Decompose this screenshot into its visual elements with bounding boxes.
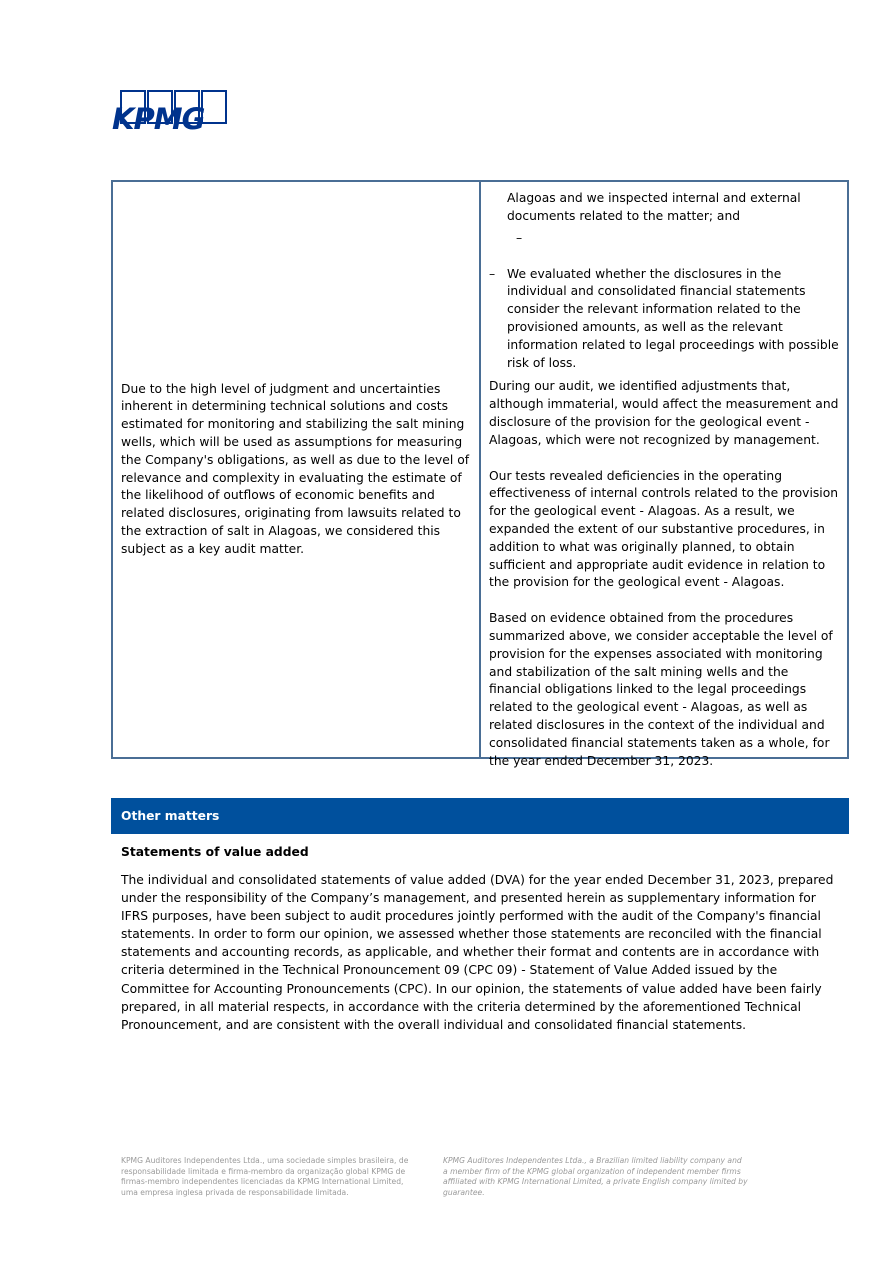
footer-portuguese: KPMG Auditores Independentes Ltda., uma sociedade simples brasileira, de responsabilidade limitada e firma-membro da organização global KPMG de firmas-membro independentes licenciadas da KPMG International Limited, uma empresa inglesa privada de responsabilidade limitada. [121, 1156, 409, 1197]
other-matters-heading: Other matters [111, 798, 849, 834]
bullet-text: We evaluated whether the disclosures in the individual and consolidated financial statements consider the relevant information related to the provisioned amounts, as well as the relevant information related to legal proceedings with possible risk of loss. [507, 266, 839, 370]
kam-description-text: Due to the high level of judgment and uncertainties inherent in determining technical solutions and costs estimated for monitoring and stabilizing the salt mining wells, which will be used as assumptions for measuring the Company's obligations, as well as due to the level of relevance and complexity in evaluating the estimate of the likelihood of outflows of economic benefits and related disclosures, originating from lawsuits related to the extraction of salt in Alagoas, we considered this subject as a key audit matter. [121, 381, 470, 556]
key-audit-matter-table [111, 180, 849, 768]
kam-paragraph-conclusion: Based on evidence obtained from the procedures summarized above, we consider acceptable the level of provision for the expenses associated with monitoring and stabilization of the salt mining wells and the financial obligations linked to the legal proceedings related to the geological event - Alagoas, as well as related disclosures in the context of the individual and consolidated financial statements taken as a whole, for the year ended December 31, 2023. [489, 611, 833, 768]
kam-bullet-item [489, 266, 839, 373]
statements-value-added-body: The individual and consolidated statements of value added (DVA) for the year ended December 31, 2023, prepared under the responsibility of the Company’s management, and presented herein as supplementary information for IFRS purposes, have been subject to audit procedures jointly performed with the audit of the Company's financial statements. In order to form our opinion, we assessed whether those statements are reconciled with the financial statements and accounting records, as applicable, and whether their format and contents are in accordance with criteria determined in the Technical Pronouncement 09 (CPC 09) - Statement of Value Added issued by the Committee for Accounting Pronouncements (CPC). In our opinion, the statements of value added have been fairly prepared, in all material respects, in accordance with the criteria determined by the aforementioned Technical Pronouncement, and are consistent with the overall individual and consolidated financial statements. [121, 873, 834, 1032]
logo-wordmark: KPMG [112, 102, 205, 136]
kam-paragraph-deficiencies: Our tests revealed deficiencies in the operating effectiveness of internal controls related to the provision for the geological event - Alagoas. As a result, we expanded the extent of our substantive procedures, in addition to what was originally planned, to obtain sufficient and appropriate audit evidence in relation to the provision for the geological event - Alagoas. [489, 468, 839, 590]
kam-description-cell [113, 182, 481, 757]
kam-continued-text: Alagoas and we inspected internal and external documents related to the matter; and [507, 191, 801, 223]
empty-bullet-dash: – [516, 230, 523, 245]
kpmg-logo [112, 90, 230, 138]
bullet-dash: – [489, 266, 496, 281]
kam-paragraph-adjustments: During our audit, we identified adjustments that, although immaterial, would affect the measurement and disclosure of the provision for the geological event - Alagoas, which were not recognized by management. [489, 379, 839, 447]
statements-value-added-heading: Statements of value added [121, 845, 309, 859]
footer-english: KPMG Auditores Independentes Ltda., a Brazilian limited liability company and a member firm of the KPMG global organization of independent member firms affiliated with KPMG International Limited, a private English company limited by guarantee. [443, 1156, 748, 1197]
kam-response-cell [481, 182, 847, 768]
